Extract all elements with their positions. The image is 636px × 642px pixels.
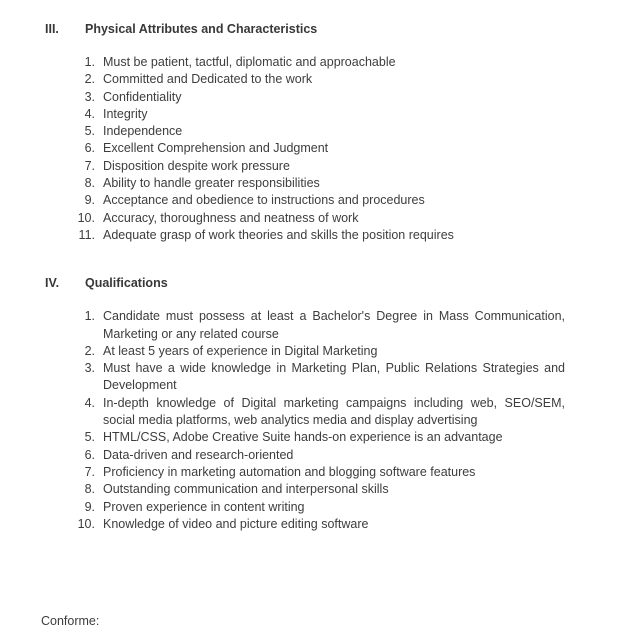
item-number: 1.	[84, 309, 95, 324]
item-text: Acceptance and obedience to instructions and procedures	[103, 193, 425, 208]
item-number: 9.	[84, 193, 95, 208]
item-number: 3.	[84, 361, 95, 376]
item-text: Outstanding communication and interpersonal skills	[103, 482, 389, 497]
item-text: Ability to handle greater responsibilities	[103, 176, 320, 191]
item-text: Data-driven and research-oriented	[103, 447, 294, 462]
section-heading	[0, 21, 636, 38]
item-number: 8.	[84, 482, 95, 497]
list-item	[0, 395, 636, 430]
item-line: Candidate must possess at least a Bachelor's Degree in Mass Communication,	[103, 309, 565, 324]
item-number: 9.	[84, 499, 95, 514]
item-number: 6.	[84, 141, 95, 156]
item-line: social media platforms, web analytics media and display advertising	[103, 413, 478, 428]
item-text: Confidentiality	[103, 89, 182, 104]
list-item	[0, 192, 636, 209]
numbered-list	[0, 308, 636, 533]
item-text: Excellent Comprehension and Judgment	[103, 141, 329, 156]
item-text: Adequate grasp of work theories and skills the position requires	[103, 227, 454, 242]
list-item	[0, 71, 636, 88]
section-heading	[0, 275, 636, 292]
item-number: 4.	[84, 106, 95, 121]
list-item	[0, 158, 636, 175]
item-number: 8.	[84, 176, 95, 191]
section-qualifications	[0, 275, 636, 533]
conforme-label: Conforme:	[41, 614, 100, 629]
item-text: Must be patient, tactful, diplomatic and approachable	[103, 55, 396, 69]
item-number: 4.	[84, 395, 95, 410]
item-line: In-depth knowledge of Digital marketing campaigns including web, SEO/SEM,	[103, 395, 565, 410]
item-text	[103, 360, 565, 395]
item-line: Marketing or any related course	[103, 326, 279, 341]
section-numeral: IV.	[45, 276, 60, 291]
section-title: Physical Attributes and Characteristics	[85, 22, 318, 36]
list-item	[0, 516, 636, 533]
item-text: Independence	[103, 124, 183, 139]
item-number: 2.	[84, 343, 95, 358]
item-text	[103, 395, 565, 430]
item-text: Knowledge of video and picture editing software	[103, 516, 369, 531]
list-item	[0, 54, 636, 71]
item-text: HTML/CSS, Adobe Creative Suite hands-on experience is an advantage	[103, 430, 503, 445]
list-item	[0, 210, 636, 227]
item-text: At least 5 years of experience in Digital Marketing	[103, 343, 378, 358]
list-item	[0, 464, 636, 481]
item-number: 10.	[77, 516, 95, 531]
item-number: 6.	[84, 447, 95, 462]
item-text: Committed and Dedicated to the work	[103, 72, 313, 87]
list-item	[0, 106, 636, 123]
item-text: Accuracy, thoroughness and neatness of work	[103, 210, 359, 225]
item-number: 7.	[84, 158, 95, 173]
list-item	[0, 89, 636, 106]
item-text: Disposition despite work pressure	[103, 158, 290, 173]
item-number: 5.	[84, 430, 95, 445]
item-text	[103, 308, 565, 343]
item-line: Must have a wide knowledge in Marketing Plan, Public Relations Strategies and	[103, 361, 565, 376]
item-text: Integrity	[103, 106, 148, 121]
item-line: Development	[103, 378, 177, 393]
list-item	[0, 429, 636, 446]
item-text: Proven experience in content writing	[103, 499, 305, 514]
list-item	[0, 308, 636, 343]
list-item	[0, 175, 636, 192]
section-numeral: III.	[45, 22, 59, 36]
section-title: Qualifications	[85, 276, 168, 291]
item-number: 2.	[84, 72, 95, 87]
item-text: Proficiency in marketing automation and blogging software features	[103, 464, 476, 479]
item-number: 1.	[84, 55, 95, 69]
item-number: 3.	[84, 89, 95, 104]
list-item	[0, 123, 636, 140]
numbered-list	[0, 54, 636, 244]
item-number: 7.	[84, 464, 95, 479]
list-item	[0, 447, 636, 464]
list-item	[0, 481, 636, 498]
list-item	[0, 227, 636, 244]
item-number: 10.	[77, 210, 95, 225]
list-item	[0, 360, 636, 395]
list-item	[0, 140, 636, 157]
list-item	[0, 343, 636, 360]
item-number: 5.	[84, 124, 95, 139]
list-item	[0, 499, 636, 516]
section-physical-attributes	[0, 21, 636, 244]
item-number: 11.	[78, 227, 95, 242]
